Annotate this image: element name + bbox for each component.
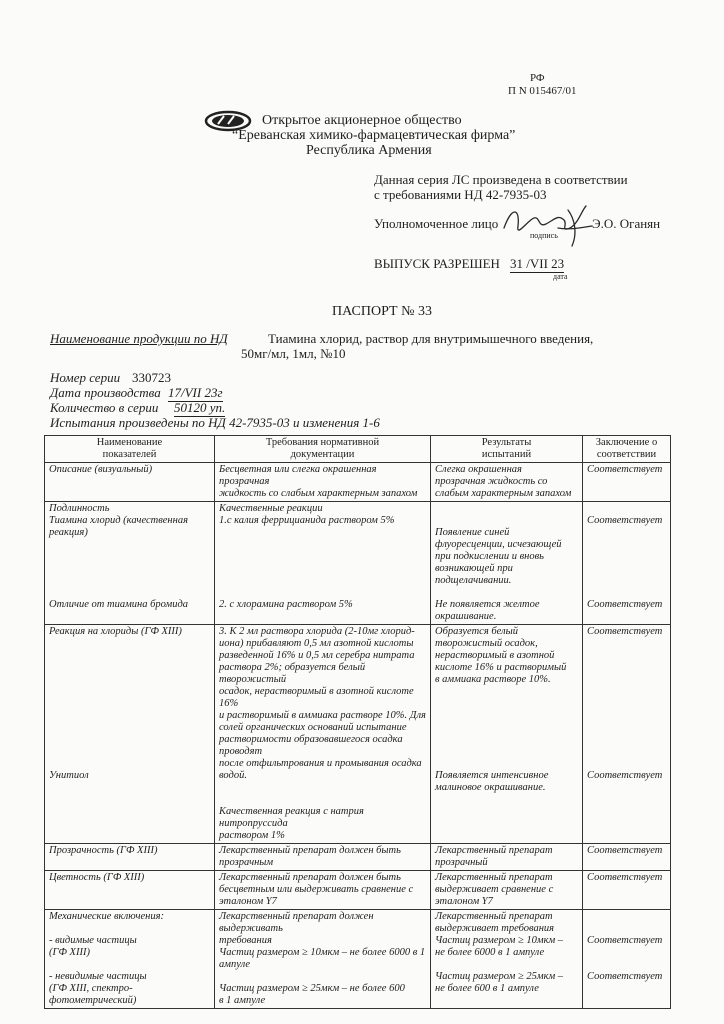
- cell-line: водой.: [219, 770, 247, 781]
- cell-line: [49, 638, 210, 650]
- cell-line: Механические включения:: [49, 911, 165, 922]
- cell-line: [435, 698, 578, 710]
- header-line: Требования нормативной: [265, 437, 380, 448]
- result-cell: [431, 871, 583, 910]
- cell-line: при подкислении и вновь: [435, 551, 544, 562]
- requirement-cell: [215, 463, 431, 502]
- cell-line: возникающей при: [435, 563, 513, 574]
- header-line: показателей: [102, 449, 157, 460]
- cell-line: [435, 503, 578, 515]
- parameter-cell: [45, 502, 215, 625]
- parameter-cell: [45, 910, 215, 1009]
- cell-line: [587, 551, 666, 563]
- cell-line: Соответствует: [587, 872, 663, 883]
- product-label: Наименование продукции по НД: [50, 331, 228, 346]
- cell-line: [587, 587, 666, 599]
- cell-line: [49, 734, 210, 746]
- cell-line: Лекарственный препарат должен выдерживать: [219, 911, 374, 934]
- handwritten-signature: [498, 198, 598, 250]
- cell-line: [219, 539, 426, 551]
- parameter-cell: [45, 871, 215, 910]
- table-row: [45, 463, 671, 502]
- cell-line: флуоресценции, исчезающей: [435, 539, 562, 550]
- cell-line: и растворимый в аммиака растворе 10%. Для: [219, 710, 426, 721]
- conclusion-cell: [583, 871, 671, 910]
- cell-line: [435, 746, 578, 758]
- cell-line: в аммиака растворе 10%.: [435, 674, 551, 685]
- cell-line: [587, 734, 666, 746]
- cell-line: Тиамина хлорид (качественная: [49, 515, 188, 526]
- cell-line: Качественная реакция с натрия нитропруссида: [219, 806, 364, 829]
- parameter-cell: [45, 625, 215, 844]
- approval-line-2: с требованиями НД 42-7935-03: [374, 187, 547, 202]
- cell-line: жидкость со слабым характерным запахом: [219, 488, 418, 499]
- cell-line: [587, 722, 666, 734]
- cell-line: прозрачным: [219, 857, 274, 868]
- cell-line: [49, 686, 210, 698]
- signature-caption: подпись: [530, 231, 558, 240]
- cell-line: Соответствует: [587, 935, 663, 946]
- header-line: документации: [290, 449, 355, 460]
- cell-line: [587, 539, 666, 551]
- cell-line: Соответствует: [587, 626, 663, 637]
- product-name-line-2: 50мг/мл, 1мл, №10: [241, 346, 346, 361]
- requirement-cell: [215, 871, 431, 910]
- passport-title: ПАСПОРТ № 33: [332, 304, 432, 319]
- cell-line: прозрачный: [435, 857, 488, 868]
- result-cell: [431, 463, 583, 502]
- cell-line: [49, 575, 210, 587]
- conclusion-cell: [583, 502, 671, 625]
- table-body: [45, 463, 671, 1009]
- production-date-label: Дата производства: [50, 385, 161, 400]
- cell-line: прозрачная жидкость со: [435, 476, 548, 487]
- cell-line: [435, 515, 578, 527]
- cell-line: [587, 686, 666, 698]
- cell-line: [219, 794, 426, 806]
- requirement-cell: [215, 625, 431, 844]
- cell-line: слабым характерным запахом: [435, 488, 572, 499]
- cell-line: [587, 947, 666, 959]
- cell-line: [587, 698, 666, 710]
- cell-line: - невидимые частицы: [49, 971, 147, 982]
- cell-line: Появляется интенсивное: [435, 770, 549, 781]
- cell-line: [49, 959, 210, 971]
- cell-line: Соответствует: [587, 845, 663, 856]
- cell-line: ампуле: [219, 959, 251, 970]
- cell-line: Цветность (ГФ XIII): [49, 872, 145, 883]
- cell-line: Отличие от тиамина бромида: [49, 599, 189, 610]
- cell-line: Не появляется желтое: [435, 599, 540, 610]
- cell-line: [49, 662, 210, 674]
- table-row: [45, 625, 671, 844]
- cell-line: [587, 662, 666, 674]
- cell-line: иона) прибавляют 0,5 мл азотной кислоты: [219, 638, 414, 649]
- cell-line: [49, 587, 210, 599]
- cell-line: [49, 698, 210, 710]
- cell-line: [49, 563, 210, 575]
- country-mark: РФ: [530, 72, 545, 84]
- cell-line: после отфильтрования и промывания осадка: [219, 758, 422, 769]
- tests-line: Испытания произведены по НД 42-7935-03 и изменения 1-6: [50, 415, 380, 430]
- org-line-2: “Ереванская химико-фармацевтическая фирма”: [232, 128, 516, 143]
- cell-line: [587, 746, 666, 758]
- cell-line: - видимые частицы: [49, 935, 137, 946]
- cell-line: [49, 551, 210, 563]
- header-requirement: [215, 436, 431, 463]
- approval-line-1: Данная серия ЛС произведена в соответствии: [374, 172, 628, 187]
- result-cell: [431, 502, 583, 625]
- cell-line: [435, 734, 578, 746]
- quantity-label: Количество в серии: [50, 400, 159, 415]
- header-line: испытаний: [481, 449, 532, 460]
- cell-line: окрашивание.: [435, 611, 497, 622]
- cell-line: [219, 782, 426, 794]
- cell-line: [587, 503, 666, 515]
- cell-line: Бесцветная или слегка окрашенная прозрачная: [219, 464, 377, 487]
- table-row: [45, 844, 671, 871]
- product-name-line-1: Тиамина хлорид, раствор для внутримышечного введения,: [268, 331, 594, 346]
- cell-line: [587, 638, 666, 650]
- authorized-person-label: Уполномоченное лицо: [374, 216, 499, 231]
- cell-line: [587, 563, 666, 575]
- cell-line: бесцветным или выдерживать сравнение с: [219, 884, 414, 895]
- cell-line: кислоте 16% и растворимый: [435, 662, 567, 673]
- cell-line: [49, 758, 210, 770]
- cell-line: Соответствует: [587, 515, 663, 526]
- cell-line: не более 600 в 1 ампуле: [435, 983, 539, 994]
- cell-line: [219, 551, 426, 563]
- cell-line: [219, 527, 426, 539]
- cell-line: [435, 686, 578, 698]
- cell-line: [587, 959, 666, 971]
- cell-line: Частиц размером ≥ 25мкм –: [435, 971, 564, 982]
- requirement-cell: [215, 502, 431, 625]
- cell-line: Слегка окрашенная: [435, 464, 522, 475]
- cell-line: требования: [219, 935, 272, 946]
- cell-line: [219, 587, 426, 599]
- cell-line: Частиц размером ≥ 25мкм – не более 600: [219, 983, 405, 994]
- cell-line: нерастворимый в азотной: [435, 650, 555, 661]
- cell-line: эталоном Y7: [435, 896, 493, 907]
- cell-line: [435, 722, 578, 734]
- production-date-value: 17/VII 23г: [168, 385, 223, 400]
- cell-line: [219, 971, 426, 983]
- cell-line: в 1 ампуле: [219, 995, 266, 1006]
- cell-line: Соответствует: [587, 599, 663, 610]
- cell-line: фотометрический): [49, 995, 137, 1006]
- cell-line: [49, 539, 210, 551]
- cell-line: реакция): [49, 527, 88, 538]
- org-line-3: Республика Армения: [306, 143, 432, 158]
- cell-line: [587, 527, 666, 539]
- cell-line: [587, 575, 666, 587]
- release-label: ВЫПУСК РАЗРЕШЕН: [374, 256, 500, 271]
- header-line: Заключение о: [595, 437, 658, 448]
- header-result: [431, 436, 583, 463]
- cell-line: Реакция на хлориды (ГФ XIII): [49, 626, 182, 637]
- cell-line: Лекарственный препарат: [435, 872, 553, 883]
- cell-line: [435, 587, 578, 599]
- release-date: 31 /VII 23: [510, 256, 565, 271]
- cell-line: Описание (визуальный): [49, 464, 153, 475]
- authorized-person-name: Э.О. Оганян: [592, 216, 661, 231]
- requirement-cell: [215, 910, 431, 1009]
- cell-line: творожистый осадок,: [435, 638, 538, 649]
- header-line: Наименование: [96, 437, 163, 448]
- header-line: соответствии: [596, 449, 657, 460]
- conclusion-cell: [583, 844, 671, 871]
- result-cell: [431, 910, 583, 1009]
- table-row: [45, 910, 671, 1009]
- table-row: [45, 502, 671, 625]
- cell-line: 2. с хлорамина раствором 5%: [219, 599, 353, 610]
- result-cell: [431, 844, 583, 871]
- cell-line: Лекарственный препарат: [435, 911, 553, 922]
- requirement-cell: [215, 844, 431, 871]
- cell-line: Частиц размером ≥ 10мкм –: [435, 935, 564, 946]
- cell-line: выдерживает сравнение с: [435, 884, 554, 895]
- conclusion-cell: [583, 910, 671, 1009]
- cell-line: раствора 2%; образуется белый творожистый: [219, 662, 366, 685]
- series-value: 330723: [132, 370, 171, 385]
- cell-line: Образуется белый: [435, 626, 518, 637]
- cell-line: раствором 1%: [219, 830, 285, 841]
- permit-number: П N 015467/01: [508, 85, 577, 97]
- cell-line: Лекарственный препарат: [435, 845, 553, 856]
- release-date-caption: дата: [553, 272, 568, 281]
- header-parameter: [45, 436, 215, 463]
- cell-line: Унитиол: [49, 770, 89, 781]
- parameter-cell: [45, 844, 215, 871]
- cell-line: [587, 758, 666, 770]
- cell-line: малиновое окрашивание.: [435, 782, 546, 793]
- table-header-row: [45, 436, 671, 463]
- cell-line: растворимости образовавшегося осадка проводят: [219, 734, 403, 757]
- cell-line: [49, 923, 210, 935]
- cell-line: [587, 650, 666, 662]
- parameter-cell: [45, 463, 215, 502]
- cell-line: [587, 674, 666, 686]
- cell-line: Лекарственный препарат должен быть: [219, 845, 401, 856]
- cell-line: не более 6000 в 1 ампуле: [435, 947, 545, 958]
- cell-line: (ГФ XIII, спектро-: [49, 983, 133, 994]
- cell-line: [219, 575, 426, 587]
- cell-line: 3. К 2 мл раствора хлорида (2-10мг хлорид-: [219, 626, 415, 637]
- cell-line: выдерживает требования: [435, 923, 555, 934]
- cell-line: [49, 710, 210, 722]
- conclusion-cell: [583, 463, 671, 502]
- cell-line: [435, 758, 578, 770]
- conclusion-cell: [583, 625, 671, 844]
- cell-line: разведенной 16% и 0,5 мл серебра нитрата: [219, 650, 415, 661]
- cell-line: Соответствует: [587, 971, 663, 982]
- cell-line: [49, 650, 210, 662]
- cell-line: [587, 710, 666, 722]
- cell-line: Прозрачность (ГФ XIII): [49, 845, 158, 856]
- cell-line: осадок, нерастворимый в азотной кислоте 16%: [219, 686, 414, 709]
- header-conclusion: [583, 436, 671, 463]
- cell-line: Появление синей: [435, 527, 510, 538]
- quantity-value: 50120 уп.: [174, 400, 226, 415]
- series-label: Номер серии: [50, 370, 121, 385]
- cell-line: [587, 911, 666, 923]
- header-line: Результаты: [481, 437, 532, 448]
- cell-line: (ГФ XIII): [49, 947, 90, 958]
- cell-line: Лекарственный препарат должен быть: [219, 872, 401, 883]
- table-row: [45, 871, 671, 910]
- cell-line: подщелачивании.: [435, 575, 512, 586]
- cell-line: эталоном Y7: [219, 896, 277, 907]
- cell-line: [587, 923, 666, 935]
- org-line-1: Открытое акционерное общество: [262, 113, 462, 128]
- cell-line: Подлинность: [49, 503, 110, 514]
- result-cell: [431, 625, 583, 844]
- results-table: [44, 435, 671, 1009]
- cell-line: 1.с калия феррицианида раствором 5%: [219, 515, 395, 526]
- cell-line: солей органических оснований испытание: [219, 722, 407, 733]
- cell-line: [435, 959, 578, 971]
- cell-line: [219, 563, 426, 575]
- cell-line: [435, 710, 578, 722]
- cell-line: [49, 674, 210, 686]
- cell-line: Качественные реакции: [219, 503, 323, 514]
- cell-line: Соответствует: [587, 770, 663, 781]
- cell-line: [49, 746, 210, 758]
- cell-line: [49, 722, 210, 734]
- cell-line: Соответствует: [587, 464, 663, 475]
- cell-line: Частиц размером ≥ 10мкм – не более 6000 в 1: [219, 947, 426, 958]
